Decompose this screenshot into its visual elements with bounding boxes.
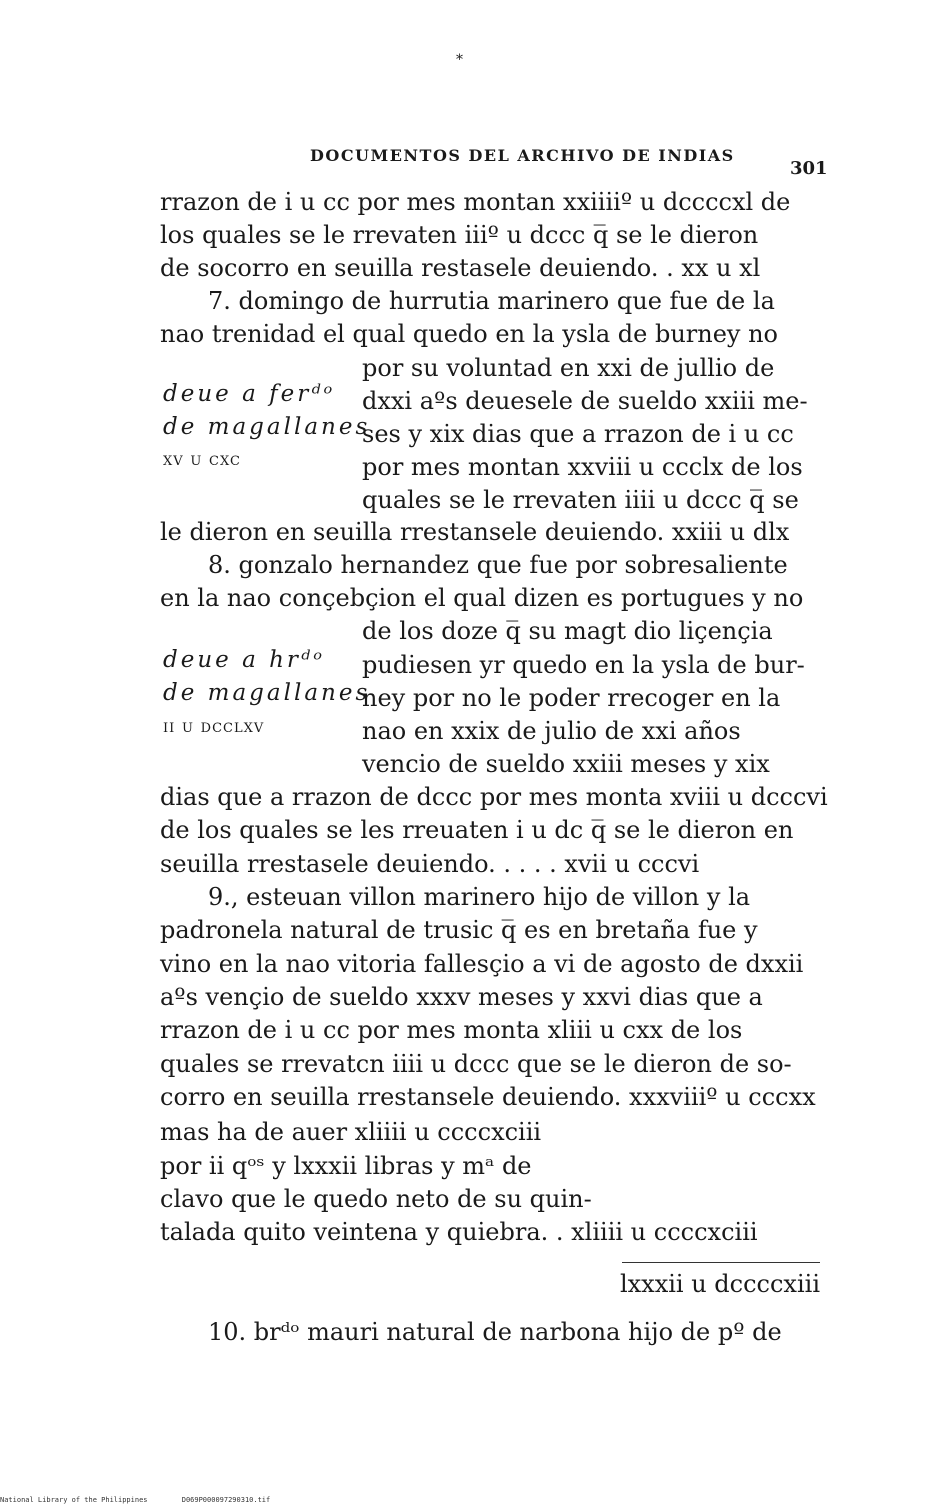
body-line: seuilla rrestasele deuiendo. . . . . xvii u cccvi — [160, 850, 700, 878]
body-line: dxxi aºs deuesele de sueldo xxiii me- — [362, 387, 808, 415]
body-line: talada quito veintena y quiebra. . xliiii u ccccxciii — [160, 1218, 758, 1246]
margin-amount: xv u cxc — [163, 449, 241, 470]
body-line: vencio de sueldo xxiii meses y xix — [362, 750, 770, 778]
scan-footer — [0, 1496, 300, 1504]
body-line: por ii qᵒˢ y lxxxii libras y mᵃ de — [160, 1152, 532, 1180]
body-line: de los quales se les rreuaten i u dc q̅ se le dieron en — [160, 816, 794, 844]
body-line: dias que a rrazon de dccc por mes monta xviii u dcccvi — [160, 783, 828, 811]
body-line: aºs vençio de sueldo xxxv meses y xxvi dias que a — [160, 983, 763, 1011]
body-line: padronela natural de trusic q̅ es en bretaña fue y — [160, 916, 758, 944]
body-line: por mes montan xxviii u ccclx de los — [362, 453, 803, 481]
body-line: por su voluntad en xxi de jullio de — [362, 354, 775, 382]
page-number: 301 — [790, 158, 828, 179]
body-line: rrazon de i u cc por mes monta xliii u cxx de los — [160, 1016, 743, 1044]
body-line: quales se le rrevaten iiii u dccc q̅ se — [362, 486, 799, 514]
margin-amount: ii u dcclxv — [163, 716, 265, 737]
body-line: pudiesen yr quedo en la ysla de bur- — [362, 651, 805, 679]
body-line: 7. domingo de hurrutia marinero que fue de la — [208, 287, 775, 315]
body-line: vino en la nao vitoria fallesçio a vi de agosto de dxxii — [160, 950, 804, 978]
margin-note: deue a ferᵈᵒ — [163, 381, 336, 407]
body-line: los quales se le rrevaten iiiº u dccc q̅ se le dieron — [160, 221, 759, 249]
footer-library: National Library of the Philippines — [0, 1496, 148, 1504]
body-line: le dieron en seuilla rrestansele deuiendo. xxiii u dlx — [160, 518, 790, 546]
body-line: 10. brᵈᵒ mauri natural de narbona hijo de pº de — [208, 1318, 782, 1346]
footer-file: D069P000097290310.tif — [181, 1496, 271, 1504]
body-line: mas ha de auer xliiii u ccccxciii — [160, 1118, 542, 1146]
margin-note: deue a hrᵈᵒ — [163, 647, 325, 673]
body-line: de socorro en seuilla restasele deuiendo. . xx u xl — [160, 254, 761, 282]
body-line: corro en seuilla rrestansele deuiendo. xxxviiiº u cccxx — [160, 1083, 816, 1111]
running-title: DOCUMENTOS DEL ARCHIVO DE INDIAS — [310, 146, 735, 165]
margin-note: de magallanes — [163, 680, 371, 706]
sum-total: lxxxii u dccccxiii — [619, 1270, 820, 1298]
sum-rule — [622, 1262, 820, 1263]
margin-note: de magallanes — [163, 414, 371, 440]
body-line: de los doze q̅ su magt dio liçençia — [362, 617, 773, 645]
body-line: 8. gonzalo hernandez que fue por sobresaliente — [208, 551, 788, 579]
body-line: ney por no le poder rrecoger en la — [362, 684, 781, 712]
body-line: nao en xxix de julio de xxi años — [362, 717, 741, 745]
body-line: 9., esteuan villon marinero hijo de villon y la — [208, 883, 751, 911]
body-line: rrazon de i u cc por mes montan xxiiiiº u dccccxl de — [160, 188, 791, 216]
body-line: nao trenidad el qual quedo en la ysla de burney no — [160, 320, 778, 348]
ornament-mark: * — [456, 52, 463, 68]
body-line: quales se rrevatcn iiii u dccc que se le dieron de so- — [160, 1050, 792, 1078]
body-line: ses y xix dias que a rrazon de i u cc — [362, 420, 794, 448]
body-line: clavo que le quedo neto de su quin- — [160, 1185, 592, 1213]
body-line: en la nao conçebçion el qual dizen es portugues y no — [160, 584, 804, 612]
